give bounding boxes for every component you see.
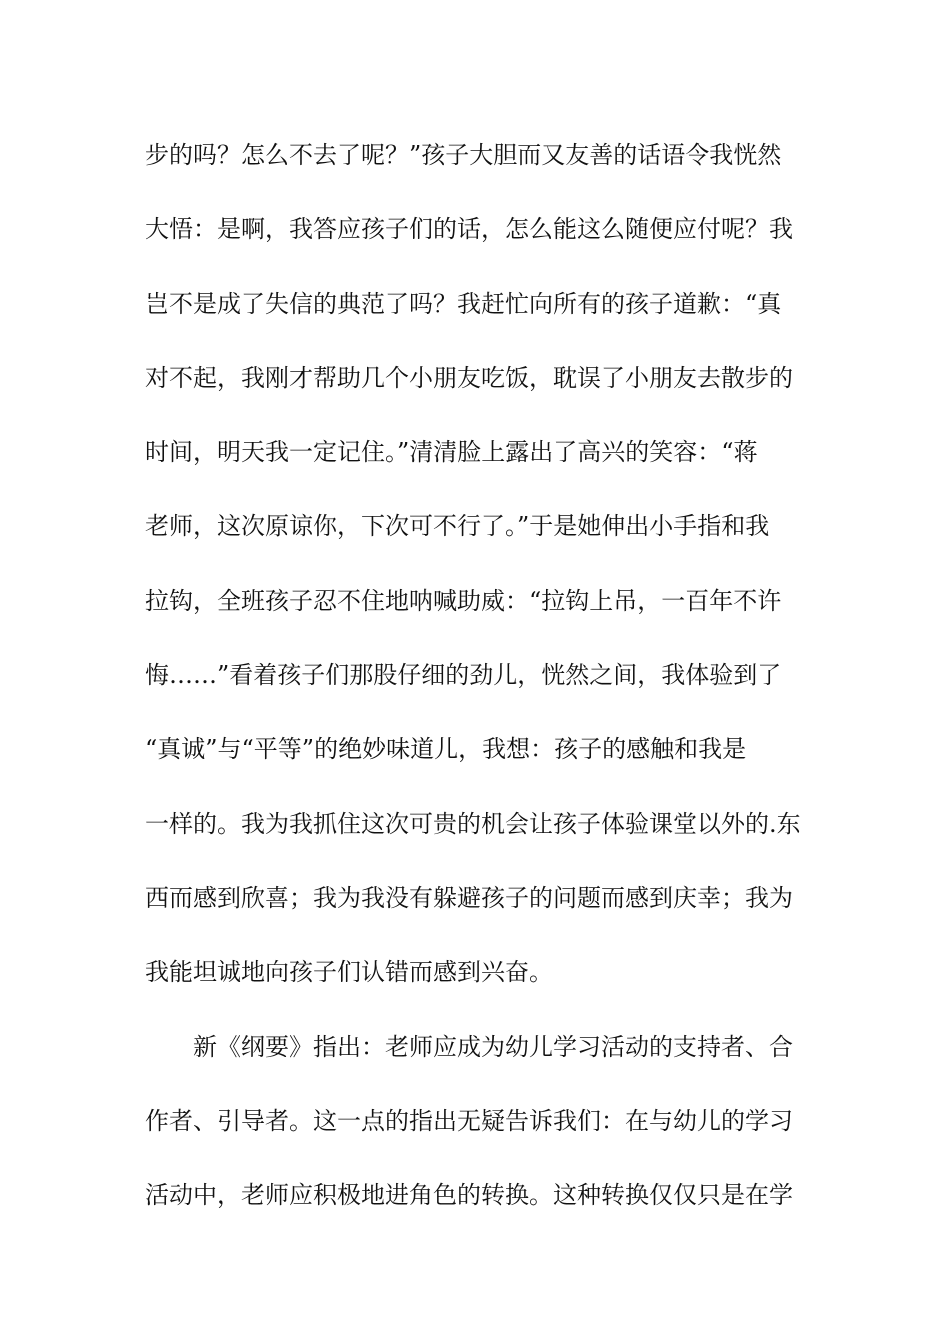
text-line: 岂不是成了失信的典范了吗？我赶忙向所有的孩子道歉：“真 xyxy=(145,289,782,318)
text-line: 拉钩，全班孩子忍不住地呐喊助威：“拉钩上吊，一百年不许 xyxy=(145,586,782,615)
text-line: 时间，明天我一定记住。”清清脸上露出了高兴的笑容：“蒋 xyxy=(145,438,758,467)
text-line: 对不起，我刚才帮助几个小朋友吃饭，耽误了小朋友去散步的 xyxy=(145,363,793,392)
text-line: 老师，这次原谅你，下次可不行了。”于是她伸出小手指和我 xyxy=(145,512,770,541)
text-line: 步的吗？怎么不去了呢？”孩子大胆而又友善的话语令我恍然 xyxy=(145,141,782,169)
body-text xyxy=(145,128,810,1242)
text-line: 西而感到欣喜；我为我没有躲避孩子的问题而感到庆幸；我为 xyxy=(145,883,793,912)
text-line: 我能坦诚地向孩子们认错而感到兴奋。 xyxy=(145,958,553,987)
text-line: 作者、引导者。这一点的指出无疑告诉我们：在与幼儿的学习 xyxy=(145,1106,793,1135)
paragraph-start-line: 新《纲要》指出：老师应成为幼儿学习活动的支持者、合 xyxy=(193,1032,793,1061)
text-line: 大悟：是啊，我答应孩子们的话，怎么能这么随便应付呢？我 xyxy=(145,215,793,244)
text-line: “真诚”与“平等”的绝妙味道儿，我想：孩子的感触和我是 xyxy=(145,735,747,764)
text-line: 悔……”看着孩子们那股仔细的劲儿，恍然之间，我体验到了 xyxy=(145,661,782,690)
text-line: 一样的。我为我抓住这次可贵的机会让孩子体验课堂以外的.东 xyxy=(145,809,801,838)
text-line: 活动中，老师应积极地进角色的转换。这种转换仅仅只是在学 xyxy=(145,1181,793,1210)
